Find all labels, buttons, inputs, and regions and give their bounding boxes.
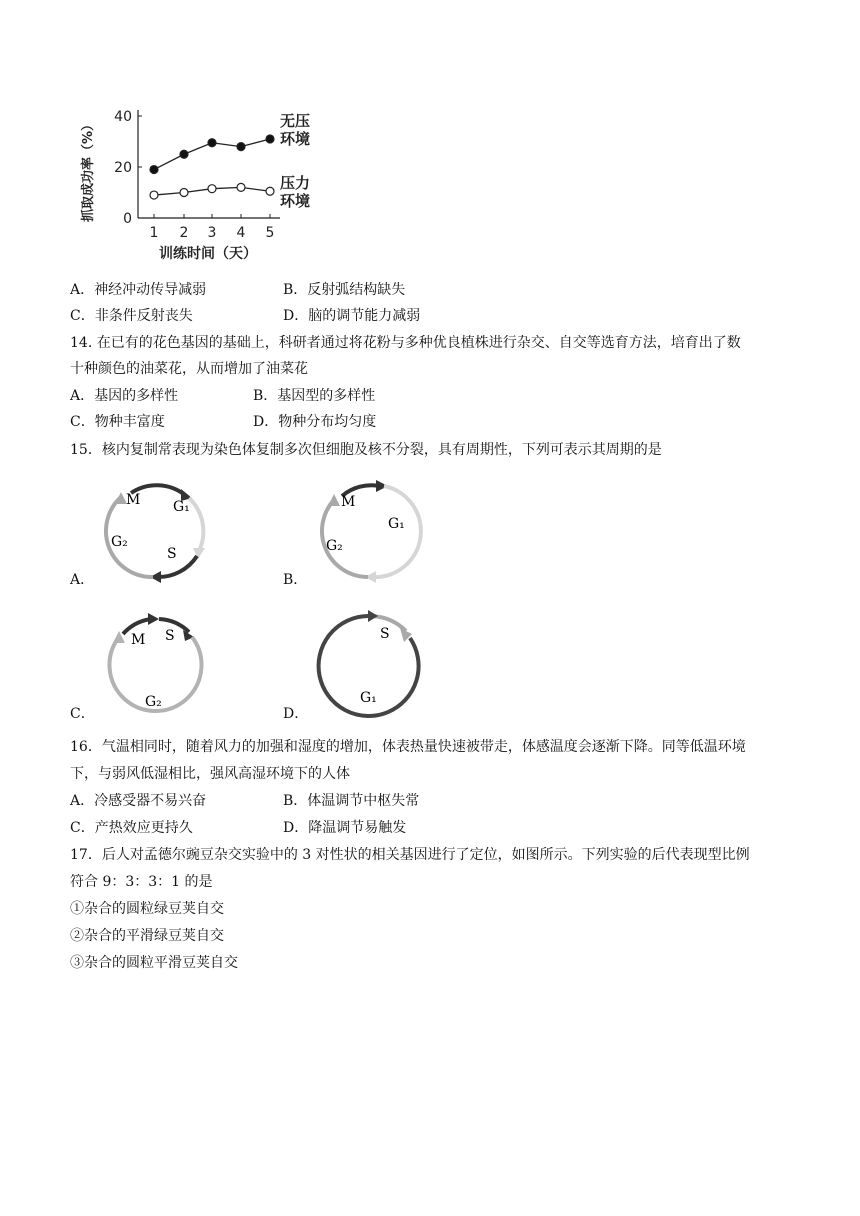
phase-label: M <box>126 492 141 508</box>
q16-stem-line2: 下，与弱风低湿相比，强风高湿环境下的人体 <box>70 766 350 782</box>
q15-option-d-cycle-diagram <box>310 606 430 722</box>
y-tick-label: 40 <box>114 109 132 125</box>
q16-option-b[interactable]: B．体温调节中枢失常 <box>283 793 420 809</box>
phase-label: S <box>167 546 177 562</box>
data-point <box>237 183 245 191</box>
series-label: 压力 <box>280 174 311 192</box>
q13-option-b[interactable]: B．反射弧结构缺失 <box>283 282 406 298</box>
series-label: 环境 <box>280 192 311 210</box>
data-point <box>208 139 216 147</box>
arrowhead <box>368 610 378 622</box>
x-tick-label: 3 <box>207 225 217 241</box>
q13-option-a[interactable]: A．神经冲动传导减弱 <box>70 282 207 298</box>
q13-line-chart <box>70 100 330 270</box>
phase-label: G₂ <box>145 694 162 710</box>
q16-option-d[interactable]: D．降温调节易触发 <box>283 820 407 836</box>
q15-option-c-cycle-diagram <box>95 610 215 720</box>
data-point <box>150 191 158 199</box>
series-label: 无压 <box>280 112 311 130</box>
arrowhead <box>328 494 340 506</box>
cycle-arc-s <box>157 556 197 577</box>
q14-option-d[interactable]: D．物种分布均匀度 <box>253 414 377 430</box>
y-tick-label: 0 <box>123 211 132 227</box>
q15-option-c-letter[interactable]: C． <box>70 706 95 722</box>
phase-label: M <box>131 632 146 648</box>
q15-option-d-letter[interactable]: D． <box>283 706 309 722</box>
q14-option-a[interactable]: A．基因的多样性 <box>70 388 179 404</box>
phase-label: M <box>341 494 356 510</box>
phase-label: G₁ <box>388 516 405 532</box>
q17-stem-line2: 符合 9：3：3：1 的是 <box>70 874 213 890</box>
q17-item-1: ①杂合的圆粒绿豆荚自交 <box>70 901 224 917</box>
arrowhead <box>148 613 159 625</box>
q16-option-a[interactable]: A．冷感受器不易兴奋 <box>70 793 207 809</box>
q13-option-c[interactable]: C．非条件反射丧失 <box>70 308 193 324</box>
phase-label: G₁ <box>173 499 190 515</box>
q17-item-3: ③杂合的圆粒平滑豆荚自交 <box>70 955 238 971</box>
series-label: 环境 <box>280 130 311 148</box>
q14-option-b[interactable]: B．基因型的多样性 <box>253 388 376 404</box>
q15-option-a-cycle-diagram <box>95 476 215 586</box>
cycle-arc-g1 <box>189 498 203 551</box>
q14-option-c[interactable]: C．物种丰富度 <box>70 414 165 430</box>
q14-stem-line2: 十种颜色的油菜花，从而增加了油菜花 <box>70 361 308 377</box>
data-point <box>180 150 188 158</box>
q15-option-b-cycle-diagram <box>310 476 430 586</box>
data-point <box>266 135 274 143</box>
phase-label: S <box>165 628 175 644</box>
y-tick-label: 20 <box>114 160 132 176</box>
q17-stem-line1: 17．后人对孟德尔豌豆杂交实验中的 3 对性状的相关基因进行了定位，如图所示。下列实验的后代表现型比例 <box>70 847 750 863</box>
q15-option-b-letter[interactable]: B． <box>283 572 308 588</box>
data-point <box>150 166 158 174</box>
x-tick-label: 4 <box>236 225 246 241</box>
q16-option-c[interactable]: C．产热效应更持久 <box>70 820 193 836</box>
q13-option-d[interactable]: D．脑的调节能力减弱 <box>283 308 421 324</box>
q15-stem: 15．核内复制常表现为染色体复制多次但细胞及核不分裂，具有周期性，下列可表示其周期的是 <box>70 442 662 458</box>
q14-stem-line1: 14. 在已有的花色基因的基础上，科研者通过将花粉与多种优良植株进行杂交、自交等选育方法，培育出了数 <box>70 335 741 351</box>
data-point <box>237 143 245 151</box>
phase-label: S <box>380 626 390 642</box>
data-point <box>266 187 274 195</box>
x-tick-label: 1 <box>149 225 159 241</box>
data-point <box>208 185 216 193</box>
y-axis-label: 抓取成功率（%） <box>81 117 96 223</box>
q16-stem-line1: 16．气温相同时，随着风力的加强和湿度的增加，体表热量快速被带走，体感温度会逐渐下降。同等低温环境 <box>70 739 746 755</box>
x-tick-label: 2 <box>179 225 189 241</box>
phase-label: G₂ <box>111 534 128 550</box>
x-tick-label: 5 <box>265 225 275 241</box>
phase-label: G₁ <box>360 690 377 706</box>
phase-label: G₂ <box>326 538 343 554</box>
q17-item-2: ②杂合的平滑绿豆荚自交 <box>70 928 224 944</box>
x-axis-label: 训练时间（天） <box>159 246 257 262</box>
q15-option-a-letter[interactable]: A． <box>70 572 95 588</box>
data-point <box>180 189 188 197</box>
